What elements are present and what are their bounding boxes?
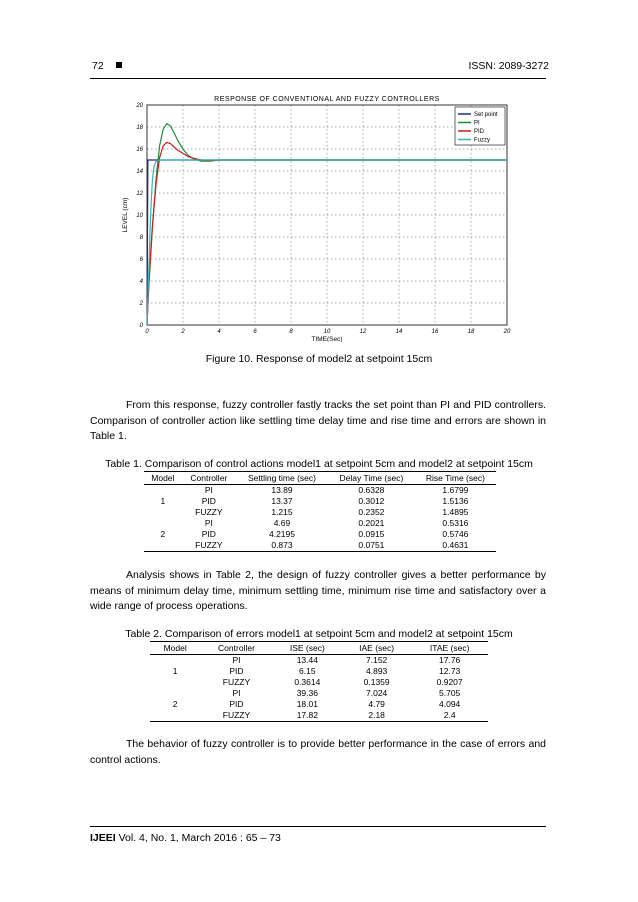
- table-cell: [150, 655, 200, 667]
- table-cell: PID: [229, 699, 244, 709]
- table-cell: 1: [172, 666, 178, 676]
- x-tick-label: 2: [181, 329, 185, 335]
- table-cell: 0.1359: [363, 677, 390, 687]
- legend-label: Fuzzy: [474, 137, 491, 144]
- y-tick-label: 16: [136, 147, 143, 153]
- legend-label: PID: [474, 129, 485, 136]
- table-cell: 0.6328: [358, 485, 385, 495]
- table-cell: FUZZY: [200, 710, 272, 722]
- column-header: IAE (sec): [342, 642, 411, 655]
- table-cell: [144, 485, 182, 497]
- table-cell: 4.79: [368, 699, 385, 709]
- table-cell: [144, 540, 182, 552]
- column-header: Delay Time (sec): [328, 472, 415, 485]
- table-row: [150, 699, 488, 710]
- table-cell: 17.82: [273, 710, 342, 722]
- column-header: Controller: [200, 642, 272, 655]
- table-cell: 0.2352: [358, 507, 385, 517]
- column-header: ISE (sec): [273, 642, 342, 655]
- table-cell: 0.0751: [328, 540, 415, 552]
- table-cell: 0.3614: [294, 677, 321, 687]
- y-tick-label: 14: [136, 169, 143, 175]
- x-tick-label: 8: [289, 329, 293, 335]
- table-cell: [144, 518, 182, 529]
- y-tick-label: 4: [139, 279, 143, 285]
- column-header: Controller: [182, 472, 236, 485]
- table-cell: 7.024: [366, 688, 388, 698]
- header-divider: [90, 78, 546, 79]
- table-cell: 1.5136: [442, 496, 469, 506]
- table-cell: 6.15: [299, 666, 316, 676]
- paragraph-1: From this response, fuzzy controller fastly tracks the set point than PI and PID controllers. Comparison of controller action like settling time delay time and rise time and errors are shown in Table 1.: [90, 399, 546, 442]
- response-chart: [110, 92, 530, 342]
- table-cell: 0.9207: [436, 677, 463, 687]
- column-header: Rise Time (sec): [415, 472, 496, 485]
- table-cell: 13.89: [271, 485, 293, 495]
- table-cell: PI: [204, 518, 213, 528]
- column-header: Model: [150, 642, 200, 655]
- x-axis-label: TIME(Sec): [311, 336, 343, 342]
- table-cell: [150, 688, 200, 699]
- table-cell: 1.4895: [442, 507, 469, 517]
- table-row: [150, 655, 488, 667]
- table-cell: 0.0915: [358, 529, 385, 539]
- table-cell: [150, 677, 200, 688]
- table-cell: [150, 710, 200, 722]
- table-cell: PID: [201, 529, 216, 539]
- table-cell: FUZZY: [182, 540, 236, 552]
- page-number: 72: [92, 60, 122, 72]
- table-cell: 7.152: [366, 655, 388, 665]
- table1-caption: Table 1. Comparison of control actions model1 at setpoint 5cm and model2 at setpoint 15cm: [105, 458, 533, 470]
- x-tick-label: 6: [253, 329, 257, 335]
- column-header: ITAE (sec): [411, 642, 488, 655]
- table2: [150, 641, 488, 722]
- table-cell: 0.5746: [442, 529, 469, 539]
- table-cell: FUZZY: [195, 507, 223, 517]
- table-cell: [144, 507, 182, 518]
- table-cell: 0.2021: [358, 518, 385, 528]
- x-tick-label: 14: [395, 329, 403, 335]
- table-cell: 4.893: [366, 666, 388, 676]
- table-cell: 13.37: [271, 496, 293, 506]
- header-bullet-icon: [116, 62, 122, 68]
- table-cell: 1.6799: [442, 485, 469, 495]
- table-cell: PID: [229, 666, 244, 676]
- table-cell: 18.01: [296, 699, 318, 709]
- table-row: [150, 710, 488, 722]
- table-cell: PID: [201, 496, 216, 506]
- table-row: [150, 688, 488, 699]
- table-row: [150, 666, 488, 677]
- y-tick-label: 18: [136, 125, 143, 131]
- paragraph-2: Analysis shows in Table 2, the design of fuzzy controller gives a better performance by means of minimum delay time, minimum settling time, minimum rise time and satisfactory over a wide range of process operations.: [90, 569, 546, 612]
- paragraph-3: The behavior of fuzzy controller is to provide better performance in the case of errors and control actions.: [90, 738, 546, 766]
- y-tick-label: 2: [139, 301, 143, 307]
- y-tick-label: 8: [139, 235, 143, 241]
- table-cell: FUZZY: [222, 677, 251, 687]
- table-cell: 2.18: [342, 710, 411, 722]
- x-tick-label: 4: [217, 329, 221, 335]
- table-cell: 4.094: [439, 699, 461, 709]
- table1: [144, 471, 496, 552]
- legend-label: PI: [474, 120, 480, 127]
- footer-divider: [90, 826, 546, 827]
- column-header: Model: [144, 472, 182, 485]
- y-axis-label: LEVEL (cm): [122, 197, 129, 233]
- y-tick-label: 6: [139, 257, 143, 263]
- table-cell: 4.2195: [268, 529, 295, 539]
- legend-label: Set point: [474, 112, 498, 119]
- table-cell: 0.873: [236, 540, 328, 552]
- table-cell: PI: [232, 655, 241, 665]
- table-cell: PI: [232, 688, 241, 698]
- figure-caption: Figure 10. Response of model2 at setpoint 15cm: [205, 353, 433, 365]
- y-tick-label: 20: [136, 103, 143, 109]
- table-cell: 17.76: [439, 655, 461, 665]
- table-cell: 1: [160, 496, 166, 506]
- table-cell: 13.44: [296, 655, 318, 665]
- table-cell: 12.73: [439, 666, 461, 676]
- table-cell: 0.3012: [358, 496, 385, 506]
- chart-title: RESPONSE OF CONVENTIONAL AND FUZZY CONTROLLERS: [214, 96, 440, 103]
- table-cell: 4.69: [273, 518, 291, 528]
- table-row: [144, 518, 496, 529]
- x-tick-label: 12: [359, 329, 367, 335]
- table-cell: 5.705: [439, 688, 461, 698]
- issn-label: ISSN: 2089-3272: [468, 60, 549, 72]
- table-cell: 1.215: [271, 507, 293, 517]
- table-cell: 2: [160, 529, 166, 539]
- table-cell: 0.5316: [442, 518, 469, 528]
- table-row: [144, 540, 496, 552]
- table-cell: 2.4: [411, 710, 488, 722]
- table2-caption: Table 2. Comparison of errors model1 at setpoint 5cm and model2 at setpoint 15cm: [125, 628, 513, 640]
- x-tick-label: 0: [145, 329, 149, 335]
- x-tick-label: 10: [323, 329, 331, 335]
- x-tick-label: 16: [431, 329, 439, 335]
- table-row: [150, 677, 488, 688]
- table-cell: PI: [204, 485, 213, 495]
- footer-citation: IJEEI Vol. 4, No. 1, March 2016 : 65 – 73: [90, 832, 281, 844]
- column-header: Settling time (sec): [236, 472, 328, 485]
- table-row: [144, 529, 496, 540]
- y-tick-label: 10: [136, 213, 143, 219]
- x-tick-label: 20: [503, 329, 511, 335]
- table-row: [144, 507, 496, 518]
- table-cell: 39.36: [296, 688, 318, 698]
- table-cell: 2: [172, 699, 178, 709]
- y-tick-label: 0: [139, 323, 143, 329]
- table-row: [144, 485, 496, 497]
- table-cell: 0.4631: [415, 540, 496, 552]
- y-tick-label: 12: [136, 191, 143, 197]
- x-tick-label: 18: [467, 329, 475, 335]
- table-row: [144, 496, 496, 507]
